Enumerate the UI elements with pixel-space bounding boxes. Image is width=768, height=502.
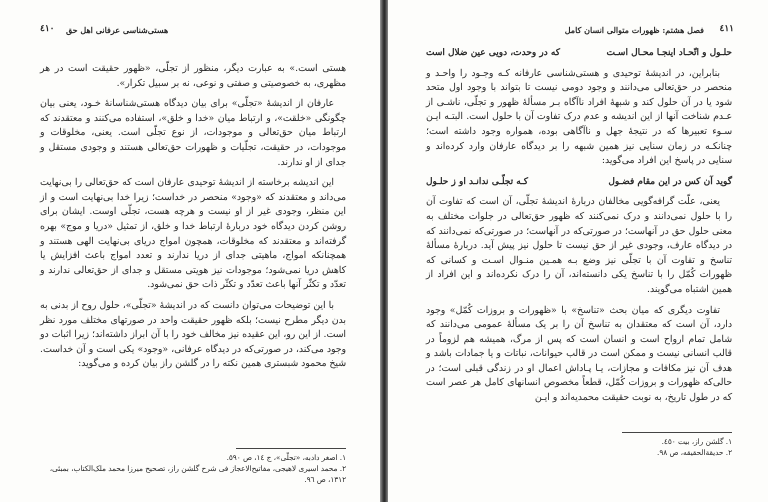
right-footnotes (426, 436, 732, 458)
right-paragraph-3: تفاوت دیگری که میان بحث «تناسخ» با «ظهورات و بروزات کُمّل» وجود دارد، آن است که معتقدان به تناسخ آن را بر یک مسألهٔ عمومی می‌دانند که شامل تمام ارواح است و انسان است که پس از مرگ، همیشه هم لزوماً در قالب انسانی نیست و ممکن است در قالب حیوانات، نباتات و یا جمادات باشد و هدف آن نیز مکافات و مجازات، یـا پـاداش اعمال او در زندگی قبلی است؛ در حالی‌که ظهورات و بروزات کُمّل، قطعاً مخصوص انسانهای کامل هر عصر است که در طول تاریخ، به نوبت حقیقت محمدیه‌اند و ایـن (426, 304, 732, 404)
left-page-body (40, 62, 346, 378)
right-page-body (426, 44, 732, 412)
right-footnote-2: ۲. حدیقةالحقیقه، ص ۹٨. (657, 448, 732, 457)
poem-1-hemistich-right: حلـول و اتّحـاد اینجـا محـال اسـت (606, 48, 732, 58)
poem-2-hemistich-left: کـه تجلّـی ندانـد او ز حلـول (426, 176, 529, 187)
right-page-header (428, 24, 734, 40)
left-page-number: ٤١٠ (40, 24, 55, 34)
book-spine (380, 0, 388, 502)
left-page (0, 0, 380, 502)
left-paragraph-4: با این توضیحات می‌توان دانست که در اندیشهٔ «تجلّی»، حلول روح از بدنی به بدن دیگر مطرح نیست؛ بلکه ظهور حقیقت واحد در صورتهای مختلف مورد نظر است. از این رو، این عقیده نیز مخالف خود را با آن ابراز داشته‌اند؛ زیرا اثبات دو وجود می‌کند، در صورتی‌که در دیدگاه عرفانی، «وجود» یکی است و آن خداست. شیخ محمود شبستری همین نکته را در گلشن راز بیان کرده و می‌گوید: (40, 299, 346, 370)
left-page-running-title: هستی‌شناسی عرفانی اهل حق (66, 25, 169, 35)
right-page (388, 0, 768, 502)
left-paragraph-3: این اندیشه برخاسته از اندیشهٔ توحیدی عارفان است که حق‌تعالی را بی‌نهایت می‌داند و معتقدند که «وجود» منحصر در خداست؛ زیرا خدا بی‌نهایت است و از این منظر، وجودی غیر از او نیست و هرچه هست، تجلّی اوست. ایشان برای روشن کردن دیدگاه خود دربارهٔ ارتباط خدا و خلق، از تمثیل «دریا و موج» بهره گرفته‌اند و معتقدند که مخلوقات، همچون امواج دریای بی‌نهایت الهی هستند و همچنانکه امواج، ماهیتی جدای از دریا ندارند و تعدد امواج باعث افزایش یا کاهش دریا نمی‌شود؛ موجودات نیز هویتی مستقل و جدای از حق‌تعالی ندارند و تعدّد و تکثّر آنها باعث تعدّد و تکثّر ذات حق نمی‌شود. (40, 177, 346, 291)
right-paragraph-1: بنابراین، در اندیشهٔ توحیدی و هستی‌شناسی عارفانه کـه وجـود را واحـد و منحصر در حق‌تعالی می‌دانند و وجود دومی نیست تا بتواند با وجود اول متحد شود یا در آن حلول کند و شبههٔ افراد ناآگاه بـر مسألهٔ ظهور و تجلّی، ناشـی از عـدم شناخت آنها از این اندیشه و عدم درک تفاوت آن با حلول است. البتـه ایـن سـوء تعبیرها که در نتیجهٔ جهل و ناآگاهی بوده، همواره وجود داشته است؛ چنانکـه در زمان سنایی نیز همین شبهه را بر دیدگاه عارفان وارد کرده‌اند و سنایی در پاسخ این افراد می‌گوید: (426, 67, 732, 167)
left-footnotes (40, 452, 346, 485)
right-footnote-rule (622, 432, 732, 433)
poem-2-hemistich-right: گوید آن کس در این مقام فضـول (608, 176, 732, 187)
poem-1-hemistich-left: که در وحدت، دویی عین ضلال است (426, 48, 561, 58)
left-footnote-2: ۲. محمد اسیری لاهیجی، مفاتیح‌الاعجاز فی شرح گلشن راز، تصحیح میرزا محمد ملک‌الکتاب، بمبئی، ۱۳۱۲، ص ۹٦. (49, 464, 346, 484)
left-footnote-1: ۱. اصغر دادبه، «تجلّی»، ج ۱٤، ص ٥٩٠. (226, 453, 346, 462)
right-paragraph-2: یعنی، علّت گرافه‌گویی مخالفان دربارهٔ اندیشهٔ تجلّی، آن است که تفاوت آن را با حلول نمی‌دانند و درک نمی‌کنند که ظهور حق‌تعالی در جلوات مختلف به معنی حلول حق در آنهاست؛ در صورتی‌که در آنهاست؛ در صورتی‌که نمی‌دانند که در دیدگاه عارف، وجودی غیر از حق نیست تا حلول نیز پیش آید. دربارهٔ مسألهٔ تناسخ و تفاوت آن با تجلّی نیز وضع بـه همـین منـوال اسـت و کسانی که ظهورات کُمّل را با تناسخ یکی دانسته‌اند، آن را درک نکرده‌اند و این افراد از همین اشتباه می‌گویند. (426, 196, 732, 295)
right-page-number: ٤١١ (719, 24, 734, 34)
left-footnote-rule (236, 448, 346, 449)
right-page-running-title: فصل هشتم: ظهورات متوالی انسان کامل (564, 25, 704, 35)
right-footnote-1: ۱. گلشن راز، بیت ٤٥٠. (661, 437, 732, 446)
poem-verse-1 (426, 46, 732, 61)
left-paragraph-1: هستی است.» به عبارت دیگر، منظور از تجلّی، «ظهور حقیقت است در هر مظهری، به خصوصیتی و صفتی و نوعی، نه بر سبیل تکرار». (40, 63, 346, 89)
left-page-header (40, 24, 346, 40)
left-paragraph-2: عارفان از اندیشهٔ «تجلّی» برای بیان دیدگاه هستی‌شناسانهٔ خـود، یعنی بیان چگونگی «خلقت»، و ارتباط میان «خدا و خلق»، استفاده می‌کنند و معتقدند که ارتباط میان حق‌تعالی و موجودات، از نوع تجلّی است. یعنی، مخلوقات و موجودات، در حقیقت، تجلّیات و ظهورات حق‌تعالی هستند و وجودی مستقل و جدای از او ندارند. (40, 98, 346, 168)
poem-verse-2 (426, 175, 732, 190)
